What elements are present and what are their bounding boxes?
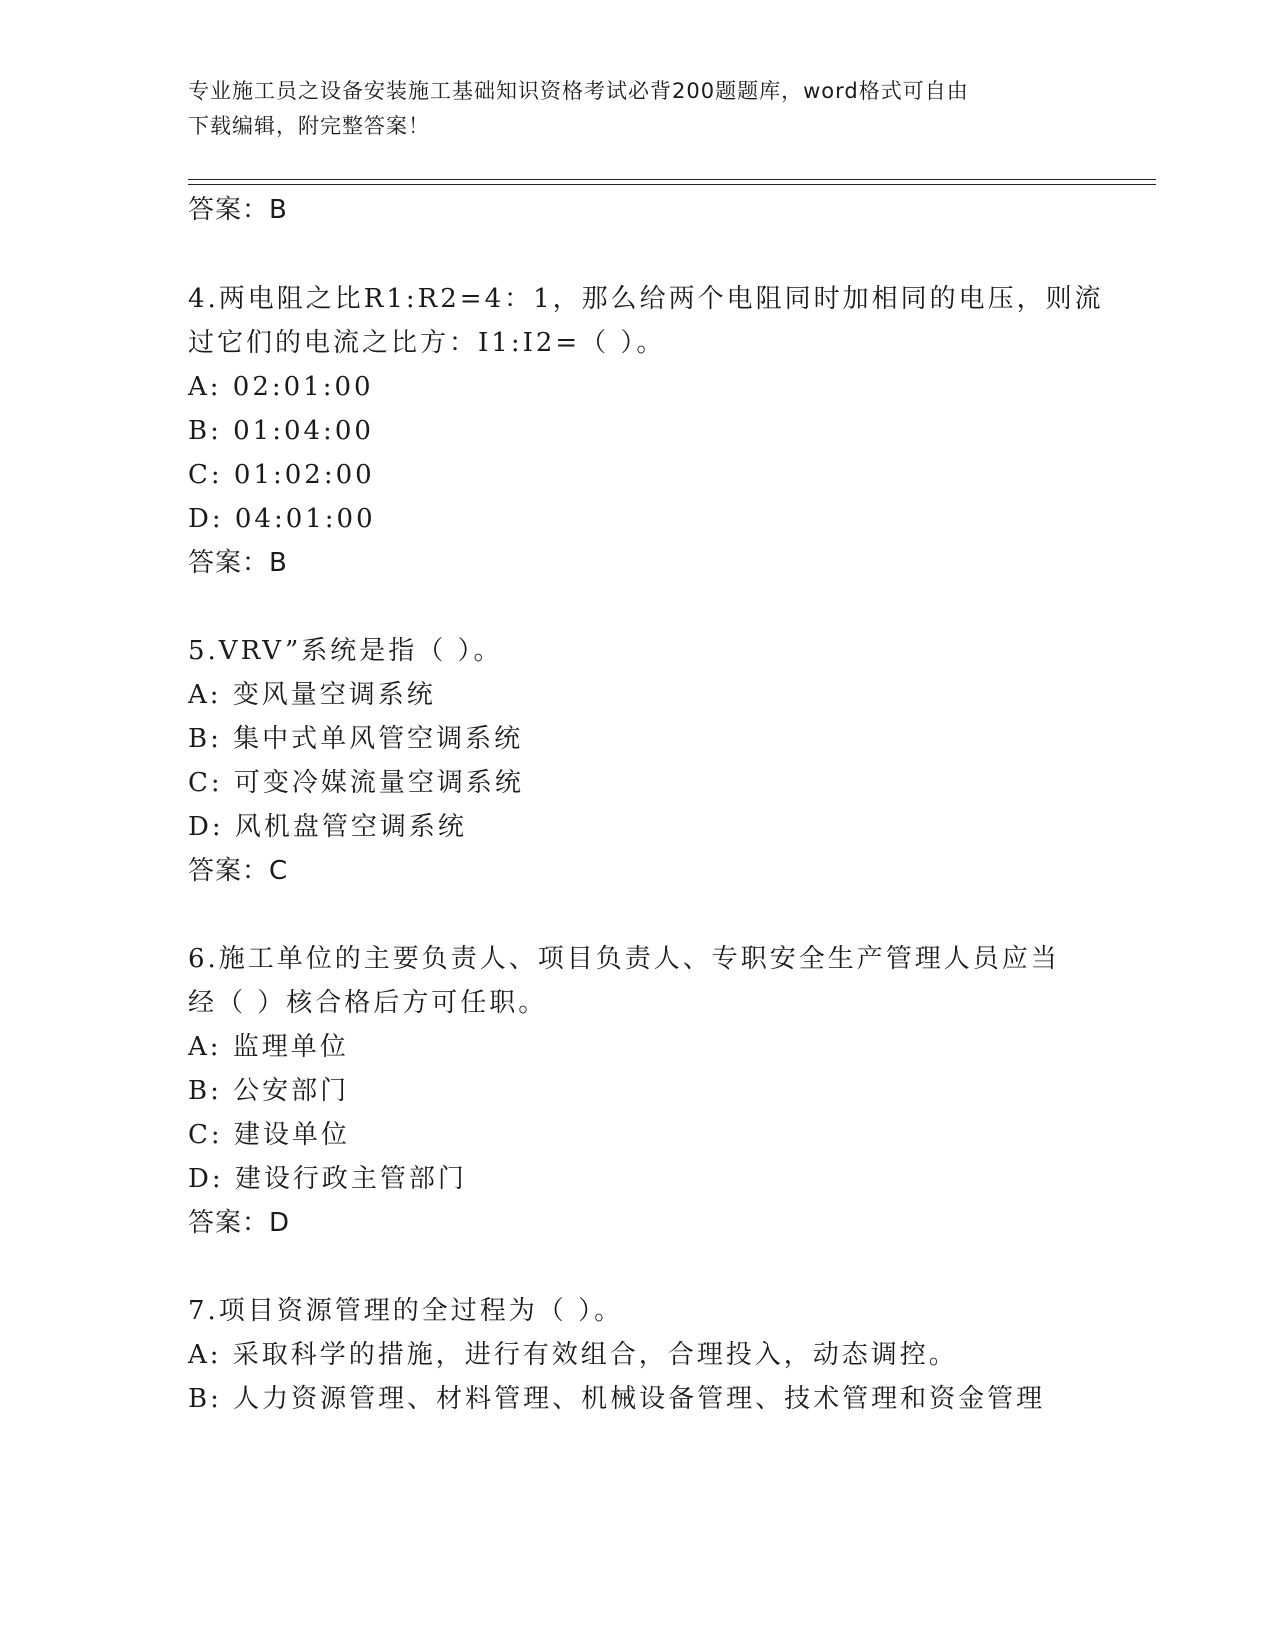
q6-option-c: C: 建设单位 xyxy=(188,1120,350,1150)
q4-option-b: B: 01:04:00 xyxy=(188,416,374,446)
q6-answer: 答案：D xyxy=(188,1208,291,1238)
q5-option-a: A: 变风量空调系统 xyxy=(188,680,436,710)
header-line-2: 下载编辑，附完整答案！ xyxy=(188,114,430,138)
header-rule-bottom xyxy=(188,184,1156,185)
q4-answer-value: B xyxy=(269,548,288,578)
q4-stem-line-2: 过它们的电流之比方：I1:I2=（ ）。 xyxy=(188,328,666,358)
q5-option-d: D: 风机盘管空调系统 xyxy=(188,812,467,842)
header-line-1: 专业施工员之设备安装施工基础知识资格考试必背200题题库，word格式可自由 xyxy=(188,79,969,103)
q4-option-a: A: 02:01:00 xyxy=(188,372,374,402)
header-rule-top xyxy=(188,179,1156,180)
q5-stem-line-1: 5.VRV”系统是指（ ）。 xyxy=(188,636,503,666)
q4-option-c: C: 01:02:00 xyxy=(188,460,375,490)
q7-option-b: B: 人力资源管理、材料管理、机械设备管理、技术管理和资金管理 xyxy=(188,1384,1046,1414)
q3-answer-value: B xyxy=(269,195,288,225)
q6-stem-line-2: 经（ ）核合格后方可任职。 xyxy=(188,988,548,1018)
q5-option-b: B: 集中式单风管空调系统 xyxy=(188,724,524,754)
q3-answer: 答案：B xyxy=(188,195,288,225)
q4-stem-line-1: 4.两电阻之比R1:R2=4：1，那么给两个电阻同时加相同的电压，则流 xyxy=(188,284,1104,314)
q7-option-a: A: 采取科学的措施，进行有效组合，合理投入，动态调控。 xyxy=(188,1340,958,1370)
q5-answer: 答案：C xyxy=(188,856,289,886)
q4-answer: 答案：B xyxy=(188,548,288,578)
q5-answer-value: C xyxy=(269,856,289,886)
q6-option-d: D: 建设行政主管部门 xyxy=(188,1164,467,1194)
q6-answer-value: D xyxy=(269,1208,291,1238)
q6-option-a: A: 监理单位 xyxy=(188,1032,349,1062)
document-header xyxy=(188,74,1088,144)
q7-stem-line-1: 7.项目资源管理的全过程为（ ）。 xyxy=(188,1296,624,1326)
q6-option-b: B: 公安部门 xyxy=(188,1076,350,1106)
q6-stem-line-1: 6.施工单位的主要负责人、项目负责人、专职安全生产管理人员应当 xyxy=(188,944,1060,974)
q4-option-d: D: 04:01:00 xyxy=(188,504,376,534)
q5-option-c: C: 可变冷媒流量空调系统 xyxy=(188,768,524,798)
